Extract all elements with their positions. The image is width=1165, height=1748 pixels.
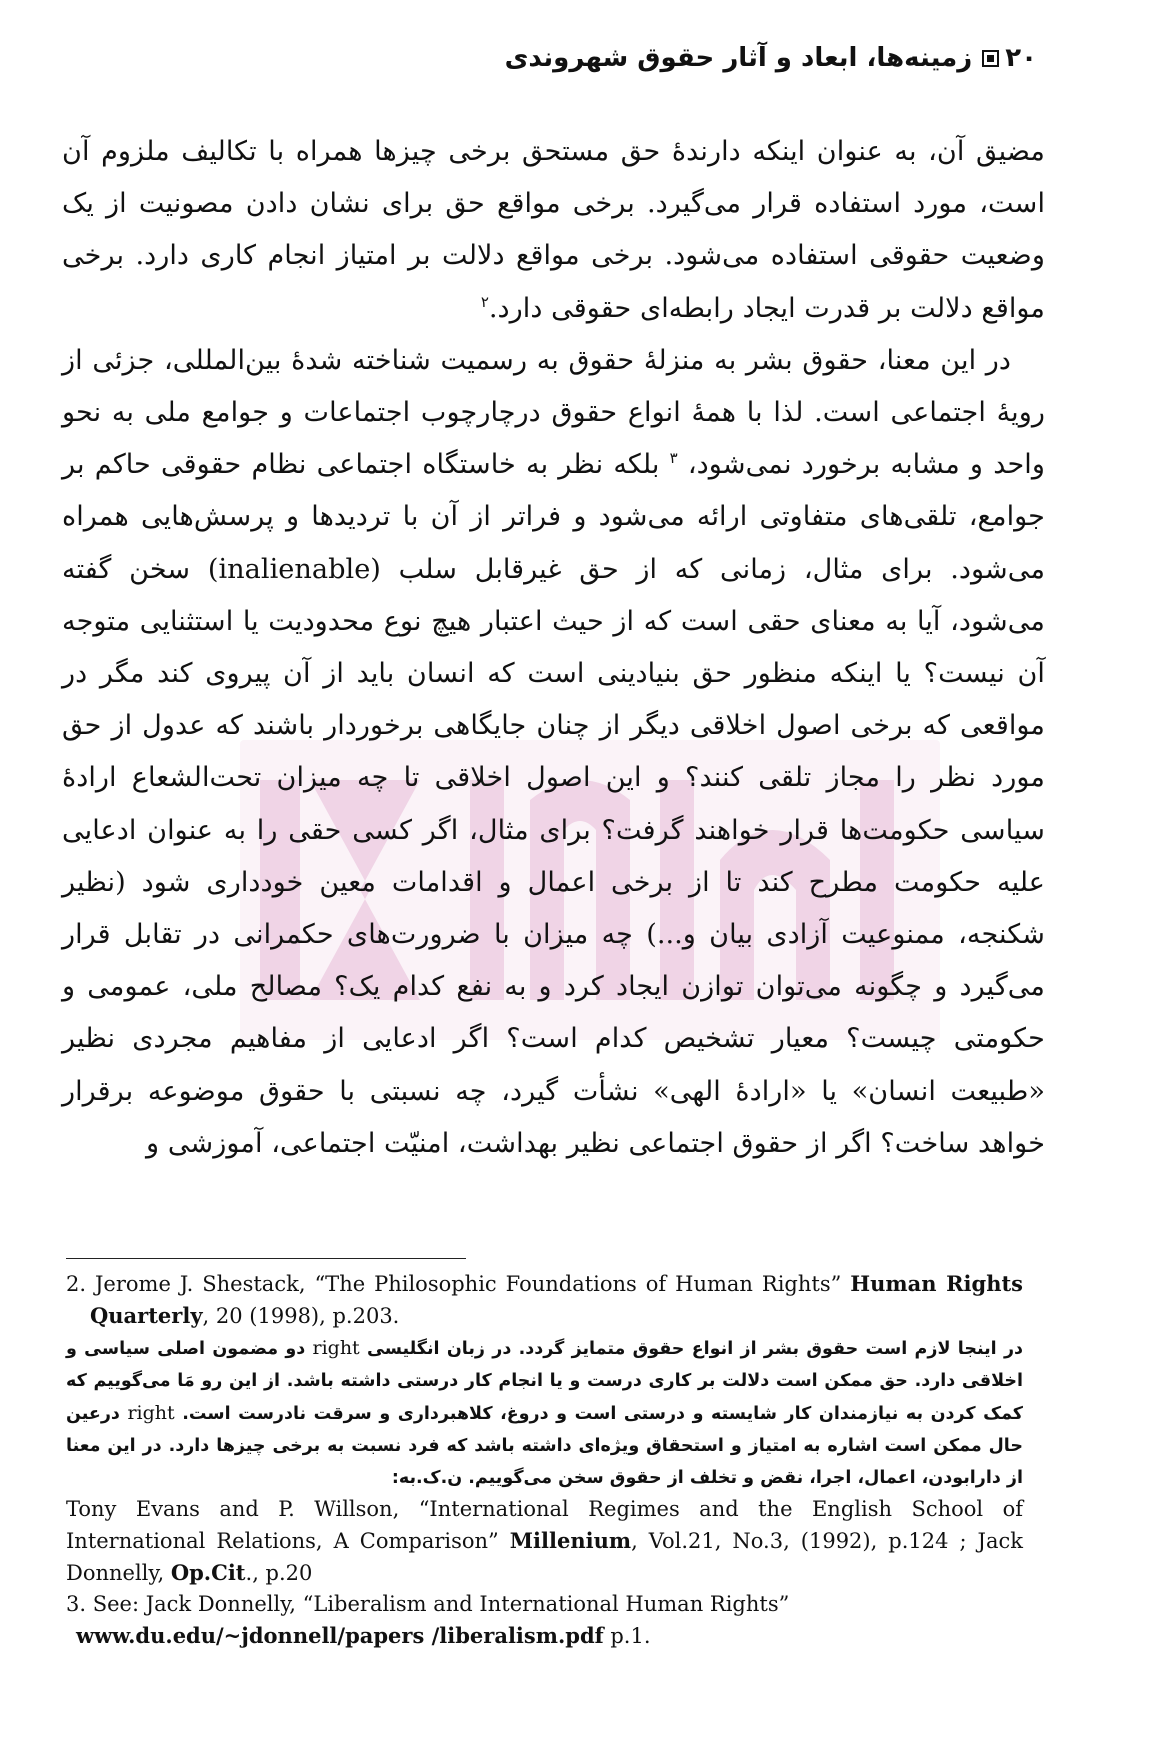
footnote-3-page: p.1. bbox=[603, 1624, 651, 1648]
paragraph-2-text-1: در این معنا، حقوق بشر به منزلهٔ حقوق به رسمیت شناخته شدهٔ بین‌المللی، جزئی از رویهٔ اجتماعی است. لذا با همهٔ انواع حقوق درچارچوب اجتماعات و جوامع ملی به نحو واحد و مشابه برخورد نمی‌شود، bbox=[62, 344, 1045, 481]
footnote-2-citation-end: , 20 (1998), p.203. bbox=[202, 1304, 400, 1328]
footnote-2-ref-text-3: ., p.20 bbox=[245, 1561, 313, 1585]
footnote-3-text: See: Jack Donnelly, “Liberalism and International Human Rights” bbox=[92, 1592, 790, 1616]
body-text bbox=[62, 126, 1045, 1170]
latin-term: (inalienable) bbox=[207, 553, 381, 585]
footnote-2-term-2: right bbox=[127, 1402, 175, 1424]
footnote-2-persian-text-3: درعین حال ممکن است اشاره به امتیاز و استحقاق ویژه‌ای داشته باشد که فرد نسبت به برخی چیزها دارد. در این معنا از دارابودن، اعمال، اجرا، نقض و تخلف از حقوق سخن می‌گوییم. ن.ک.به: bbox=[66, 1404, 1023, 1488]
footnote-2-persian-text-1: در اینجا لازم است حقوق بشر از انواع حقوق متمایز گردد. در زبان انگلیسی bbox=[359, 1339, 1024, 1359]
footnotes bbox=[66, 1268, 1023, 1652]
paragraph-2-text-3: سخن گفته می‌شود، آیا به معنای حقی است که از حیث اعتبار هیچ نوع محدودیت یا استثنایی متوجه آن نیست؟ یا اینکه منظور حق بنیادینی است که انسان باید از آن پیروی کند مگر در مواقعی که برخی اصول اخلاقی دیگر از چنان جایگاهی برخوردار باشند که عدول از حق مورد نظر را مجاز تلقی کنند؟ و این اصول اخلاقی تا چه میزان تحت‌الشعاع ارادهٔ سیاسی حکومت‌ها قرار خواهند گرفت؟ برای مثال، اگر کسی حقی را به عنوان ادعایی علیه حکومت مطرح کند تا از برخی اعمال و اقدامات معین خودداری شود (نظیر شکنجه، ممنوعیت آزادی بیان و...) چه میزان با ضرورت‌های حکمرانی در تقابل قرار می‌گیرد و چگونه می‌توان توازن ایجاد کرد و به نفع کدام یک؟ مصالح ملی، عمومی و حکومتی چیست؟ معیار تشخیص کدام است؟ اگر ادعایی از مفاهیم مجردی نظیر «طبیعت انسان» یا «ارادهٔ الهی» نشأت گیرد، چه نسبتی با حقوق موضوعه برقرار خواهد ساخت؟ اگر از حقوق اجتماعی نظیر بهداشت، امنیّت اجتماعی، آموزشی و bbox=[62, 553, 1045, 1159]
paragraph-1-text: مضیق آن، به عنوان اینکه دارندهٔ حق مستحق برخی چیزها همراه با تکالیف ملزوم آن است، مورد استفاده قرار می‌گیرد. برخی مواقع حق برای نشان دادن مصونیت از یک وضعیت حقوقی استفاده می‌شود. برخی مواقع دلالت بر امتیاز انجام کاری دارد. برخی مواقع دلالت بر قدرت ایجاد رابطه‌ای حقوقی دارد. bbox=[62, 136, 1045, 324]
footnote-2-ref-text-1: Tony Evans and P. Willson, “International Regimes and the English School of International Relations, A Comparison” bbox=[66, 1497, 1023, 1553]
footnote-3 bbox=[66, 1589, 1023, 1620]
footnote-ref-3[interactable]: ۳ bbox=[669, 449, 678, 468]
paragraph-2-text-2: بلکه نظر به خاستگاه اجتماعی نظام حقوقی حاکم بر جوامع، تلقی‌های متفاوتی ارائه می‌شود و فراتر از آن با تردیدها و پرسش‌هایی همراه می‌شود. برای مثال، زمانی که از حق غیرقابل سلب bbox=[62, 449, 1046, 585]
footnote-2-persian bbox=[66, 1332, 1023, 1494]
footnote-2-ref-journal: Millenium bbox=[509, 1528, 632, 1553]
footnote-2-journal: Human Rights Quarterly bbox=[90, 1271, 1023, 1328]
running-title: زمینه‌ها، ابعاد و آثار حقوق شهروندی bbox=[504, 43, 973, 73]
footnote-3-url-link[interactable]: www.du.edu/~jdonnell/papers /liberalism.pdf bbox=[76, 1623, 604, 1648]
footnote-2-ref-opcit: Op.Cit bbox=[170, 1560, 246, 1585]
paragraph-2 bbox=[62, 335, 1045, 1170]
square-bullet-icon bbox=[982, 50, 999, 67]
paragraph-1 bbox=[62, 126, 1045, 335]
footnote-2-references bbox=[66, 1494, 1023, 1589]
footnote-2-persian-text-2: دو مضمون اصلی سیاسی و اخلاقی دارد. حق ممکن است دلالت بر کاری درست و یا انجام کار درستی داشته باشد. از این رو مَا می‌گوییم که کمک کردن به نیازمندان کار شایسته و درستی است و دروغ، کلاهبرداری و سرقت نادرست است. bbox=[66, 1339, 1023, 1424]
page-number: ۲۰ bbox=[1005, 43, 1037, 73]
footnote-2-term-1: right bbox=[312, 1337, 360, 1359]
footnote-separator bbox=[66, 1258, 466, 1259]
footnote-2 bbox=[66, 1268, 1023, 1332]
footnote-3-label: 3. bbox=[66, 1592, 87, 1616]
footnote-2-ref-text-2: , Vol.21, No.3, (1992), p.124 ; Jack Donnelly, bbox=[66, 1529, 1023, 1585]
footnote-ref-2[interactable]: ۲ bbox=[480, 292, 489, 311]
footnote-2-citation: Jerome J. Shestack, “The Philosophic Foundations of Human Rights” bbox=[95, 1272, 851, 1296]
page-header bbox=[128, 40, 1037, 76]
footnote-3-url-line bbox=[66, 1620, 1023, 1652]
footnote-2-label: 2. bbox=[66, 1272, 87, 1296]
